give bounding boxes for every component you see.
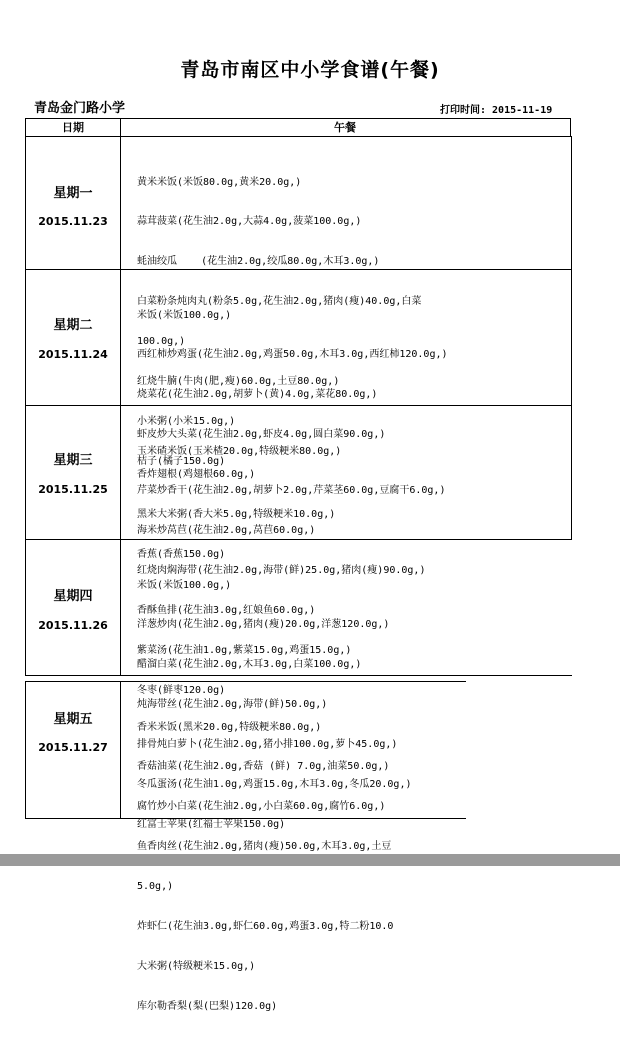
menu-item: 鱼香肉丝(花生油2.0g,猪肉(瘦)50.0g,木耳3.0g,土豆 — [137, 841, 392, 853]
day-cell-wednesday — [25, 405, 121, 540]
day-cell-tuesday — [25, 269, 121, 406]
menu-item: 洋葱炒肉(花生油2.0g,猪肉(瘦)20.0g,洋葱120.0g,) — [137, 619, 390, 631]
menu-item: 腐竹炒小白菜(花生油2.0g,小白菜60.0g,腐竹6.0g,) — [137, 801, 386, 813]
menu-item: 桔子(橘子150.0g) — [137, 455, 226, 467]
day-date: 2015.11.27 — [38, 741, 108, 754]
menu-item: 香蕉(香蕉150.0g) — [137, 548, 226, 560]
menu-item: 排骨炖白萝卜(花生油2.0g,猪小排100.0g,萝卜45.0g,) — [137, 739, 398, 751]
day-cell-friday — [25, 681, 121, 819]
menu-item: 大米粥(特级粳米15.0g,) — [137, 960, 256, 972]
menu-item: 蚝油绞瓜 (花生油2.0g,绞瓜80.0g,木耳3.0g,) — [137, 256, 380, 268]
menu-item: 炖海带丝(花生油2.0g,海带(鲜)50.0g,) — [137, 699, 328, 711]
menu-item: 香米米饭(黑米20.0g,特级粳米80.0g,) — [137, 721, 322, 733]
school-name: 青岛金门路小学 — [34, 101, 126, 116]
menu-items-friday — [137, 694, 393, 1040]
day-cell-monday — [25, 136, 121, 270]
menu-item: 醋溜白菜(花生油2.0g,木耳3.0g,白菜100.0g,) — [137, 659, 362, 671]
print-date: 打印时间: 2015-11-19 — [440, 105, 553, 116]
day-date: 2015.11.25 — [38, 483, 108, 496]
menu-item: 冬瓜蛋汤(花生油1.0g,鸡蛋15.0g,木耳3.0g,冬瓜20.0g,) — [137, 779, 412, 791]
menu-item: 海米炒莴苣(花生油2.0g,莴苣60.0g,) — [137, 525, 316, 537]
menu-item: 黑米大米粥(香大米5.0g,特级粳米10.0g,) — [137, 509, 336, 521]
menu-item: 西红柿炒鸡蛋(花生油2.0g,鸡蛋50.0g,木耳3.0g,西红柿120.0g,) — [137, 349, 448, 361]
menu-item: 烧菜花(花生油2.0g,胡萝卜(黄)4.0g,菜花80.0g,) — [137, 389, 378, 401]
menu-item: 5.0g,) — [137, 881, 174, 893]
day-name: 星期三 — [53, 453, 93, 468]
menu-item: 小米粥(小米15.0g,) — [137, 415, 236, 427]
day-cell-thursday — [25, 539, 121, 676]
menu-item: 炸虾仁(花生油3.0g,虾仁60.0g,鸡蛋3.0g,特二粉10.0 — [137, 921, 394, 933]
menu-item: 紫菜汤(花生油1.0g,紫菜15.0g,鸡蛋15.0g,) — [137, 645, 352, 657]
menu-item: 冬枣(鲜枣120.0g) — [137, 684, 226, 696]
menu-item: 黄米米饭(米饭80.0g,黄米20.0g,) — [137, 176, 302, 188]
day-date: 2015.11.23 — [38, 215, 108, 228]
day-name: 星期二 — [53, 318, 93, 333]
footer-bar — [0, 854, 620, 866]
page-title: 青岛市南区中小学食谱(午餐) — [180, 59, 440, 81]
day-name: 星期四 — [53, 589, 93, 604]
menu-item: 香酥鱼排(花生油3.0g,红娘鱼60.0g,) — [137, 605, 316, 617]
day-name: 星期五 — [53, 712, 93, 727]
header-lunch: 午餐 — [120, 118, 571, 137]
menu-item: 红富士苹果(红福士苹果150.0g) — [137, 818, 286, 830]
menu-item: 白菜粉条炖肉丸(粉条5.0g,花生油2.0g,猪肉(瘦)40.0g,白菜 — [137, 296, 422, 308]
header-date: 日期 — [25, 118, 121, 137]
menu-item: 米饭(米饭100.0g,) — [137, 309, 232, 321]
menu-item: 100.0g,) — [137, 336, 186, 348]
menu-item: 虾皮炒大头菜(花生油2.0g,虾皮4.0g,圆白菜90.0g,) — [137, 429, 386, 441]
menu-item: 香炸翅根(鸡翅根60.0g,) — [137, 469, 256, 481]
menu-item: 红烧牛腩(牛肉(肥,瘦)60.0g,土豆80.0g,) — [137, 376, 340, 388]
day-date: 2015.11.26 — [38, 619, 108, 632]
menu-item: 玉米碴米饭(玉米楂20.0g,特级粳米80.0g,) — [137, 445, 342, 457]
day-date: 2015.11.24 — [38, 348, 108, 361]
day-name: 星期一 — [53, 186, 93, 201]
menu-item: 米饭(米饭100.0g,) — [137, 579, 232, 591]
menu-item: 库尔勒香梨(梨(巴梨)120.0g) — [137, 1000, 278, 1012]
menu-item: 蒜茸菠菜(花生油2.0g,大蒜4.0g,菠菜100.0g,) — [137, 216, 362, 228]
menu-item: 芹菜炒香干(花生油2.0g,胡萝卜2.0g,芹菜茎60.0g,豆腐干6.0g,) — [137, 485, 446, 497]
menu-item: 红烧肉焖海带(花生油2.0g,海带(鲜)25.0g,猪肉(瘦)90.0g,) — [137, 565, 426, 577]
menu-item: 香菇油菜(花生油2.0g,香菇 (鲜) 7.0g,油菜50.0g,) — [137, 761, 390, 773]
